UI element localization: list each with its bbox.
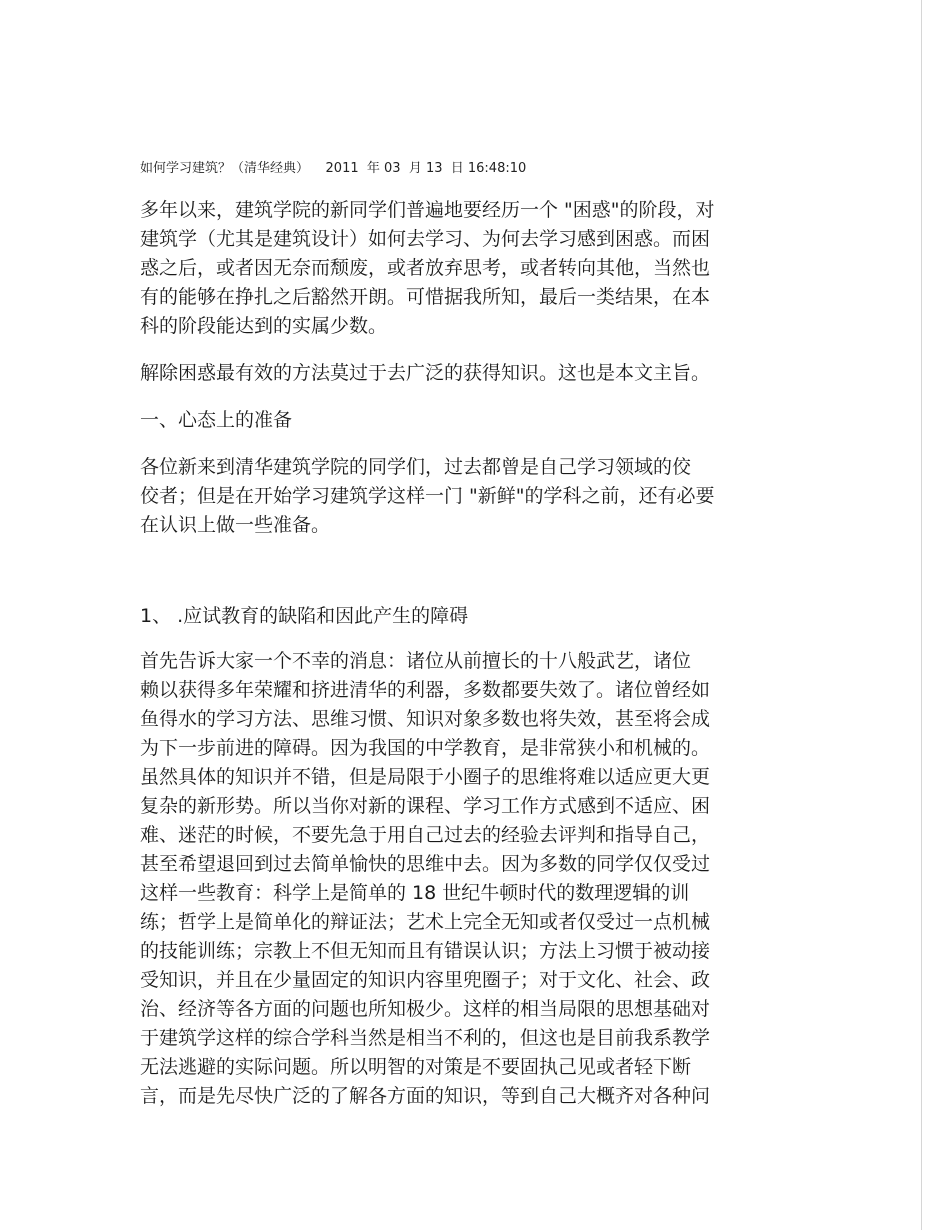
document-body <box>140 158 790 1111</box>
subsection-heading: 1、 .应试教育的缺陷和因此产生的障碍 <box>140 605 469 627</box>
document-header: 如何学习建筑？（清华经典） 2011 年 03 月 13 日 16:48:10 <box>140 161 527 176</box>
paragraph-mindset: 各位新来到清华建筑学院的同学们，过去都曾是自己学习领域的佼 佼者；但是在开始学习建筑学这样一门 "新鲜"的学科之前，还有必要 在认识上做一些准备。 <box>140 456 715 536</box>
paragraph-exam-education: 首先告诉大家一个不幸的消息：诸位从前擅长的十八般武艺，诸位 赖以获得多年荣耀和挤进清华的利器，多数都要失效了。诸位曾经如 鱼得水的学习方法、思维习惯、知识对象多数也将失效，甚至将会成 为下一步前进的障碍。因为我国的中学教育，是非常狭小和机械的。 虽然具体的知识并不错，但是局限于小圈子的思维将难以适应更大更 复杂的新形势。所以当你对新的课程、学习工作方式感到不适应、困 难、迷茫的时候，不要先急于用自己过去的经验去评判和指导自己， 甚至希望退回到过去简单愉快的思维中去。因为多数的同学仅仅受过 这样一些教育：科学上是简单的 18 世纪牛顿时代的数理逻辑的训 练；哲学上是简单化的辩证法；艺术上完全无知或者仅受过一点机械 的技能训练；宗教上不但无知而且有错误认识；方法上习惯于被动接 受知识，并且在少量固定的知识内容里兜圈子；对于文化、社会、政 治、经济等各方面的问题也所知极少。这样的相当局限的思想基础对 于建筑学这样的综合学科当然是相当不利的，但这也是目前我系教学 无法逃避的实际问题。所以明智的对策是不要固执己见或者轻下断 言，而是先尽快广泛的了解各方面的知识，等到自己大概齐对各种问 <box>140 650 711 1107</box>
paragraph-thesis: 解除困惑最有效的方法莫过于去广泛的获得知识。这也是本文主旨。 <box>140 362 711 384</box>
paragraph-intro: 多年以来，建筑学院的新同学们普遍地要经历一个 "困惑"的阶段，对 建筑学（尤其是建筑设计）如何去学习、为何去学习感到困惑。而困 惑之后，或者因无奈而颓废，或者放弃思考，或者转向其他，当然也 有的能够在挣扎之后豁然开朗。可惜据我所知，最后一类结果，在本 科的阶段能达到的实属少数。 <box>140 199 715 337</box>
section-heading: 一、心态上的准备 <box>140 409 293 431</box>
page-edge <box>921 0 922 1230</box>
